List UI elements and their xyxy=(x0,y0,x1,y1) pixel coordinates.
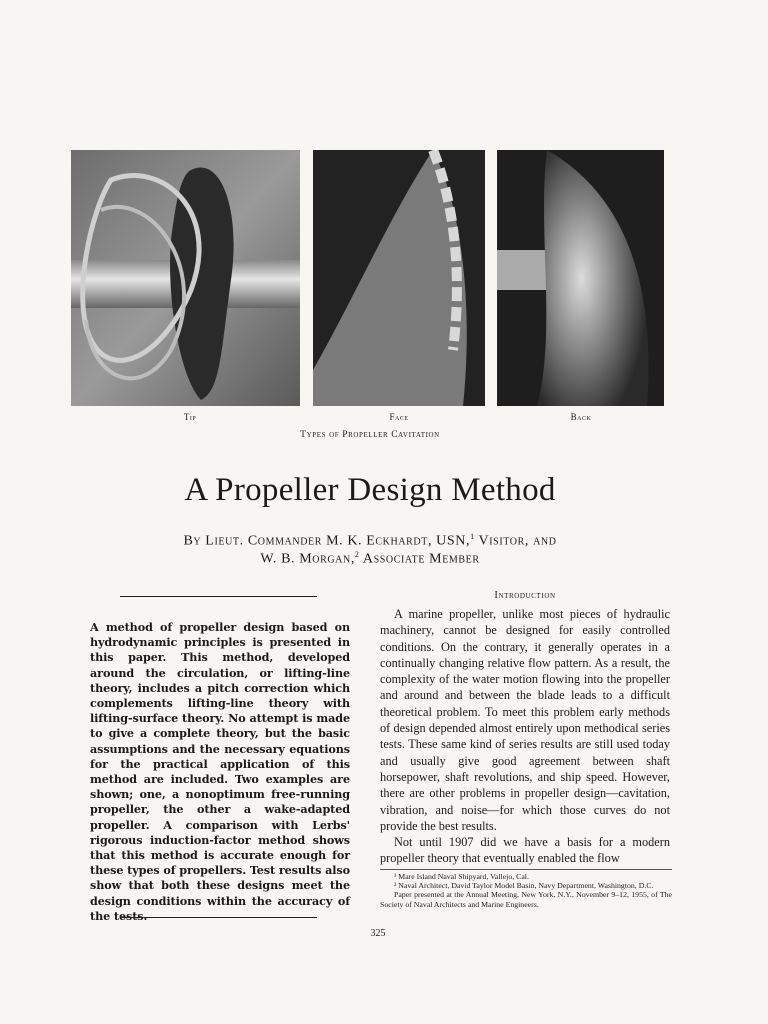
footnote-1: ¹ Mare Island Naval Shipyard, Vallejo, Cal. xyxy=(394,872,529,881)
introduction-paragraph-1: A marine propeller, unlike most pieces of hydraulic machinery, cannot be designed for easily controlled conditions. On the contrary, it generally operates in a continually changing relative flow pattern. As a result, the complexity of the water motion flowing into the propeller and around and between the blade leads to a difficult theoretical problem. To meet this problem early methods of design depended almost entirely upon methodical series tests. These same kind of series results are still used today and usually give good agreement between shaft horsepower, shaft revolutions, and ship speed. However, there are other problems in propeller design—cavitation, vibration, and noise—for which those curves do not provide the best results. xyxy=(380,607,670,833)
figure-label-tip: Tip xyxy=(183,412,197,422)
figure-label-face: Face xyxy=(389,412,409,422)
byline-line-2 xyxy=(0,550,740,568)
footnote-3: Paper presented at the Annual Meeting, New York, N.Y., November 9–12, 1955, of The Society of Naval Architects and Marine Engineers. xyxy=(380,890,672,909)
byline-line-1-author: By Lieut. Commander M. K. Eckhardt, USN, xyxy=(183,533,471,549)
figure-caption: Types of Propeller Cavitation xyxy=(300,430,440,440)
photo-back-cavitation xyxy=(497,150,664,406)
photo-face-cavitation xyxy=(313,150,485,406)
introduction-paragraph-2: Not until 1907 did we have a basis for a modern propeller theory that eventually enabled the flow xyxy=(380,835,670,866)
footnote-2: ² Naval Architect, David Taylor Model Basin, Navy Department, Washington, D.C. xyxy=(394,881,654,891)
byline-line-1 xyxy=(0,532,740,550)
page-number: 325 xyxy=(370,928,386,939)
photo-tip-cavitation xyxy=(71,150,300,406)
footnote-mark-2: 2 xyxy=(354,550,360,559)
byline-line-2-role: Associate Member xyxy=(359,551,480,567)
introduction-body xyxy=(380,606,670,867)
abstract-top-rule xyxy=(120,596,317,597)
footnote-mark-1: 1 xyxy=(470,532,475,541)
abstract: A method of propeller design based on hydrodynamic principles is presented in this paper. This method, developed around the circulation, or lifting-line theory, includes a pitch correction which complements lifting-line theory with lifting-surface theory. No attempt is made to give a complete theory, but the basic assumptions and the necessary equations for the practical application of this method are included. Two examples are shown; one, a nonoptimum free-running propeller, the other a wake-adapted propeller. A comparison with Lerbs' rigorous induction-factor method shows that this method is accurate enough for these types of propellers. Test results also show that both these designs meet the design conditions within the accuracy of the tests. xyxy=(90,620,350,923)
section-heading-introduction: Introduction xyxy=(494,590,556,601)
figure-label-back: Back xyxy=(570,412,592,422)
paper-title: A Propeller Design Method xyxy=(184,472,556,508)
byline-line-1-role: Visitor, and xyxy=(474,533,557,549)
abstract-bottom-rule xyxy=(120,917,317,918)
byline-line-2-author: W. B. Morgan, xyxy=(260,551,355,567)
footnotes xyxy=(380,869,672,909)
